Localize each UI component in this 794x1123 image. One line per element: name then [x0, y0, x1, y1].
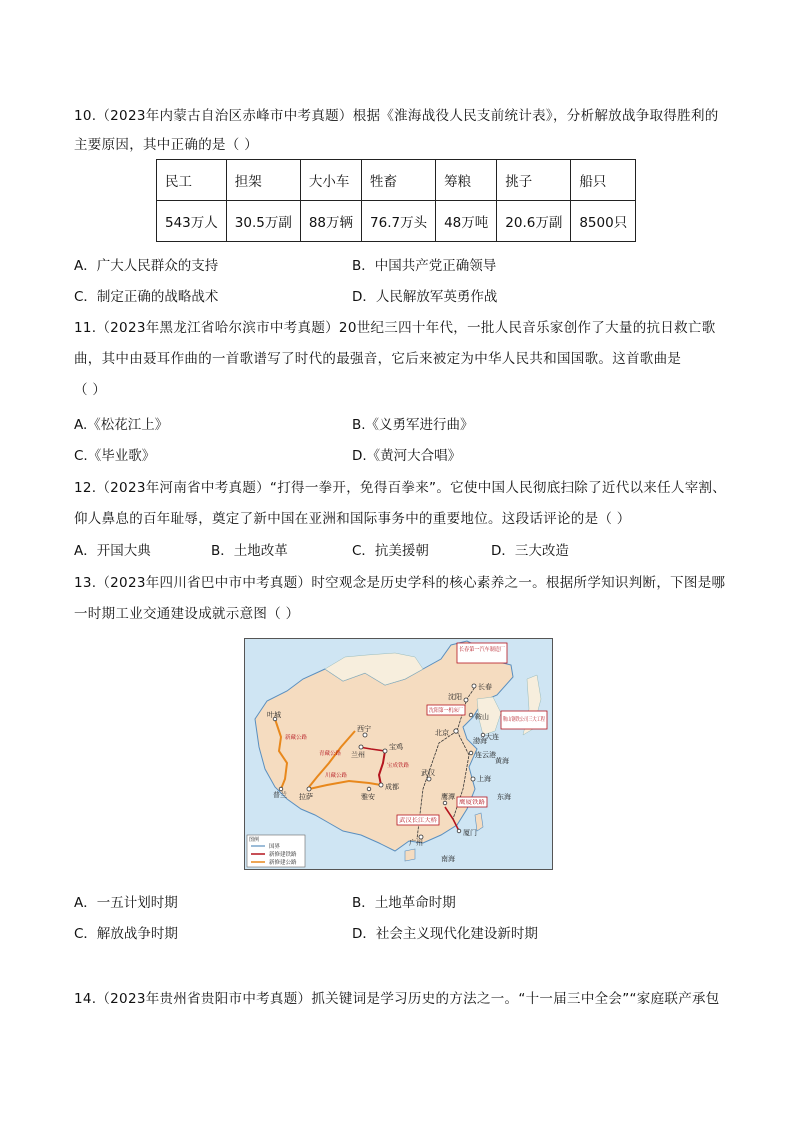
city-anshan: 鞍山 — [475, 713, 489, 721]
city-dot — [469, 713, 473, 717]
q11-stem-line1: 11.（2023年黑龙江省哈尔滨市中考真题）20世纪三四十年代，一批人民音乐家创作了大量的抗日救亡歌 — [74, 320, 716, 336]
q13-option-a[interactable]: A．一五计划时期 — [74, 895, 178, 911]
q14-stem-line1: 14.（2023年贵州省贵阳市中考真题）抓关键词是学习历史的方法之一。“十一届三中全会”“家庭联产承包 — [74, 991, 720, 1007]
sea-bohai: 渤海 — [473, 737, 487, 745]
city-dot — [307, 787, 311, 791]
city-wuhan: 武汉 — [421, 769, 435, 777]
city-shanghai: 上海 — [477, 775, 491, 783]
table-cell: 30.5万副 — [226, 201, 300, 242]
city-beijing: 北京 — [435, 729, 449, 737]
q12-stem-line2: 仰人鼻息的百年耻辱，奠定了新中国在亚洲和国际事务中的重要地位。这段话评论的是（ ） — [74, 511, 631, 527]
table-cell: 大小车 — [300, 160, 361, 201]
city-baoji: 宝鸡 — [389, 743, 403, 751]
q11-stem-line2: 曲，其中由聂耳作曲的一首歌谱写了时代的最强音，它后来被定为中华人民共和国国歌。这首歌曲是 — [74, 351, 682, 367]
q12-option-b[interactable]: B．土地改革 — [211, 543, 288, 559]
city-dot — [363, 733, 367, 737]
table-cell: 担架 — [226, 160, 300, 201]
table-header-row — [157, 160, 636, 201]
city-dot — [457, 829, 461, 833]
city-dot — [454, 729, 458, 733]
table-cell: 88万辆 — [300, 201, 361, 242]
q10-option-a[interactable]: A．广大人民群众的支持 — [74, 258, 219, 274]
city-guangzhou: 广州 — [409, 839, 423, 847]
city-dot — [379, 783, 383, 787]
city-yingtan: 鹰潭 — [441, 793, 455, 801]
q12-option-c[interactable]: C．抗美援朝 — [352, 543, 429, 559]
q12-option-a[interactable]: A．开国大典 — [74, 543, 151, 559]
table-cell: 船只 — [571, 160, 636, 201]
q13-option-c[interactable]: C．解放战争时期 — [74, 926, 178, 942]
sea-east: 东海 — [497, 793, 511, 801]
callout-ansteel — [501, 711, 559, 729]
table-row — [157, 201, 636, 242]
legend-title: 图例 — [249, 837, 260, 843]
road-xinzang-label: 新藏公路 — [285, 735, 308, 741]
city-dot — [367, 787, 371, 791]
q13-option-d[interactable]: D．社会主义现代化建设新时期 — [352, 926, 538, 942]
callout-yingxia — [457, 797, 487, 807]
q10-option-d[interactable]: D．人民解放军英勇作战 — [352, 289, 498, 305]
sea-yellow: 黄海 — [495, 757, 509, 765]
callout-faw-text: 长春第一汽车制造厂 — [459, 647, 509, 653]
q13-stem-line2: 一时期工业交通建设成就示意图（ ） — [74, 606, 300, 622]
q10-option-c[interactable]: C．制定正确的战略战术 — [74, 289, 219, 305]
q13-option-b[interactable]: B．土地革命时期 — [352, 895, 456, 911]
table-cell: 牲畜 — [362, 160, 436, 201]
callout-faw — [457, 643, 507, 663]
q10-stem-line1: 10.（2023年内蒙古自治区赤峰市中考真题）根据《淮海战役人民支前统计表》，分析解放战争取得胜利的 — [74, 108, 719, 124]
city-dot — [471, 777, 475, 781]
table-cell: 民工 — [157, 160, 227, 201]
city-xining: 西宁 — [357, 725, 371, 733]
q11-option-d[interactable]: D.《黄河大合唱》 — [352, 448, 462, 464]
road-qingzang-label: 青藏公路 — [319, 751, 342, 757]
city-yecheng: 叶城 — [267, 711, 281, 719]
callout-sy-machine-text: 沈阳第一机床厂 — [429, 708, 468, 714]
city-chengdu: 成都 — [385, 783, 399, 791]
city-dot — [464, 698, 468, 702]
city-shenyang: 沈阳 — [448, 693, 462, 701]
q11-option-c[interactable]: C.《毕业歌》 — [74, 448, 156, 464]
city-dot — [469, 751, 473, 755]
q10-stem-line2: 主要原因，其中正确的是（ ） — [74, 137, 258, 153]
legend-border: 国界 — [269, 844, 281, 850]
table-cell: 48万吨 — [436, 201, 497, 242]
callout-sy-machine — [427, 705, 468, 715]
city-changchun: 长春 — [478, 683, 492, 691]
table-cell: 76.7万头 — [362, 201, 436, 242]
callout-yingxia-text: 鹰厦铁路 — [459, 800, 482, 806]
q11-stem-line3: （ ） — [74, 382, 107, 398]
table-cell: 543万人 — [157, 201, 227, 242]
sea-south: 南海 — [441, 855, 455, 863]
map-legend — [247, 835, 305, 867]
q12-stem-line1: 12.（2023年河南省中考真题）“打得一拳开，免得百拳来”。它使中国人民彻底扫除了近代以来任人宰割、 — [74, 480, 727, 496]
china-map-svg — [245, 639, 559, 869]
city-dot — [472, 684, 476, 688]
city-xiamen: 厦门 — [463, 829, 477, 837]
q10-stats-table — [156, 159, 636, 242]
q13-industrial-map — [244, 638, 559, 870]
q10-option-b[interactable]: B．中国共产党正确领导 — [352, 258, 497, 274]
legend-highway: 新修建公路 — [269, 860, 297, 866]
q11-option-a[interactable]: A.《松花江上》 — [74, 417, 169, 433]
callout-bridge — [397, 815, 439, 825]
city-dot — [359, 745, 363, 749]
table-cell: 20.6万副 — [497, 201, 571, 242]
hainan-island — [405, 849, 415, 861]
callout-ansteel-text: 鞍山钢铁公司三大工程 — [503, 717, 559, 723]
city-dot — [443, 801, 447, 805]
city-yaan: 雅安 — [361, 793, 375, 801]
rail-baocheng-label: 宝成铁路 — [387, 763, 410, 769]
legend-railway: 新修建铁路 — [269, 852, 297, 858]
city-lianyungang: 连云港 — [475, 751, 496, 759]
q11-option-b[interactable]: B.《义勇军进行曲》 — [352, 417, 474, 433]
city-lanzhou: 兰州 — [351, 751, 365, 759]
q13-stem-line1: 13.（2023年四川省巴中市中考真题）时空观念是历史学科的核心素养之一。根据所学知识判断，下图是哪 — [74, 575, 726, 591]
city-dot — [383, 749, 387, 753]
city-lhasa: 拉萨 — [299, 793, 313, 801]
city-dalian: 大连 — [485, 733, 499, 741]
q12-option-d[interactable]: D．三大改造 — [491, 543, 569, 559]
table-cell: 8500只 — [571, 201, 636, 242]
callout-bridge-text: 武汉长江大桥 — [399, 818, 433, 824]
table-cell: 挑子 — [497, 160, 571, 201]
city-dot — [427, 777, 431, 781]
road-chuanzang-label: 川藏公路 — [325, 773, 348, 779]
table-cell: 筹粮 — [436, 160, 497, 201]
city-pulan: 普兰 — [273, 791, 287, 799]
